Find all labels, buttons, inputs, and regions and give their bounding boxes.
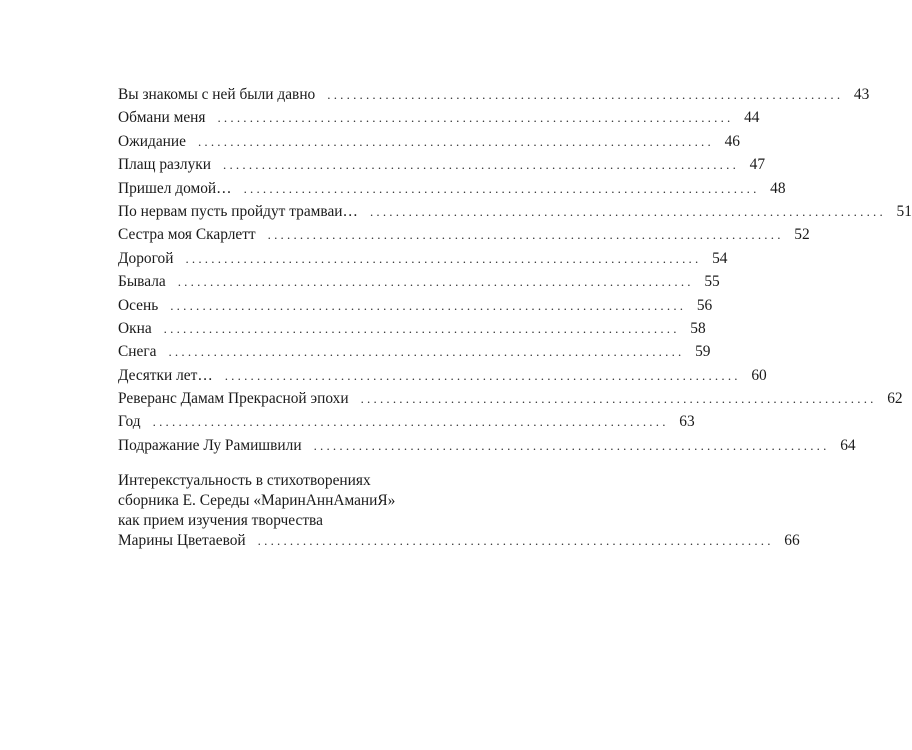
toc-entry-page: 56 — [696, 296, 713, 314]
toc-entry-title: Плащ разлуки — [118, 156, 212, 174]
dot-leader: ................................................................................ — [185, 250, 702, 266]
dot-leader: ................................................................................ — [327, 87, 844, 102]
toc-entry[interactable] — [118, 153, 766, 176]
dot-leader: ................................................................................ — [217, 110, 734, 126]
dot-leader: ................................................................................ — [257, 533, 774, 549]
toc-entry[interactable] — [118, 270, 720, 293]
toc-entry-page: 64 — [840, 436, 856, 454]
toc-entry-page: 43 — [853, 86, 870, 103]
dot-leader: ................................................................................ — [152, 414, 669, 430]
toc-entry[interactable] — [118, 364, 767, 387]
toc-entry-title: Осень — [118, 296, 159, 314]
toc-entry-page: 51 — [896, 202, 912, 220]
toc-entry-page: 58 — [690, 319, 706, 337]
toc-entry-title: Подражание Лу Рамишвили — [118, 436, 302, 454]
dot-leader: ................................................................................ — [197, 133, 714, 149]
toc-entry-page: 66 — [784, 532, 800, 550]
toc-entry-page: 44 — [744, 109, 760, 127]
toc-entry-page: 54 — [712, 249, 728, 267]
toc-entry-line: сборника Е. Середы «МаринАннАманиЯ» — [118, 492, 396, 510]
toc-entry[interactable] — [118, 177, 786, 200]
toc-entries — [118, 83, 912, 457]
dot-leader: ................................................................................ — [369, 203, 886, 219]
toc-entry-last-line — [118, 531, 800, 551]
dot-leader: ................................................................................ — [168, 344, 685, 360]
toc-entry[interactable] — [118, 434, 856, 457]
toc-entry[interactable] — [118, 317, 706, 340]
toc-entry-title: Вы знакомы с ней были давно — [118, 86, 316, 103]
toc-entry-page: 60 — [751, 366, 767, 384]
toc-entry-page: 63 — [679, 413, 695, 431]
toc-entry-page: 59 — [695, 343, 711, 361]
table-of-contents — [118, 83, 912, 551]
toc-entry-title: Год — [118, 413, 141, 431]
toc-entry-line: Интерекстуальность в стихотворениях — [118, 472, 371, 490]
toc-entry-title: По нервам пусть пройдут трамваи… — [118, 202, 358, 220]
toc-entry-multiline[interactable] — [118, 471, 800, 551]
toc-entry-page: 48 — [770, 179, 786, 197]
toc-entry-title: Пришел домой… — [118, 179, 232, 197]
toc-entry-title: Реверанс Дамам Прекрасной эпохи — [118, 390, 349, 408]
dot-leader: ................................................................................ — [163, 320, 680, 336]
toc-entry-title: Окна — [118, 319, 152, 337]
toc-entry[interactable] — [118, 340, 711, 363]
dot-leader: ................................................................................ — [267, 227, 784, 243]
toc-entry[interactable] — [118, 106, 760, 129]
toc-entry-line: как прием изучения творчества — [118, 512, 323, 530]
dot-leader: ................................................................................ — [360, 391, 877, 407]
toc-entry[interactable] — [118, 223, 810, 246]
toc-entry[interactable] — [118, 200, 912, 223]
dot-leader: ................................................................................ — [243, 180, 760, 196]
toc-entry-title: Обмани меня — [118, 109, 206, 127]
toc-entry-title: Десятки лет… — [118, 366, 213, 384]
toc-entry-page: 62 — [887, 390, 903, 408]
toc-entry[interactable] — [118, 387, 903, 410]
dot-leader: ................................................................................ — [313, 437, 830, 453]
toc-entry[interactable] — [118, 410, 695, 433]
toc-entry-title: Снега — [118, 343, 157, 361]
toc-entry[interactable] — [118, 294, 713, 317]
toc-entry-page: 47 — [749, 156, 766, 174]
dot-leader: ................................................................................ — [170, 297, 687, 313]
dot-leader: ................................................................................ — [224, 367, 741, 383]
toc-entry[interactable] — [118, 83, 870, 106]
dot-leader: ................................................................................ — [223, 157, 740, 173]
toc-entry-page: 46 — [724, 132, 740, 150]
toc-entry[interactable] — [118, 247, 728, 270]
toc-entry[interactable] — [118, 130, 740, 153]
toc-entry-title: Бывала — [118, 273, 166, 291]
toc-entry-title: Марины Цветаевой — [118, 532, 246, 550]
toc-entry-page: 55 — [704, 273, 720, 291]
toc-entry-page: 52 — [794, 226, 810, 244]
dot-leader: ................................................................................ — [177, 274, 694, 290]
toc-entry-title: Дорогой — [118, 249, 174, 267]
toc-entry-title: Ожидание — [118, 132, 186, 150]
toc-entry-title: Сестра моя Скарлетт — [118, 226, 256, 244]
